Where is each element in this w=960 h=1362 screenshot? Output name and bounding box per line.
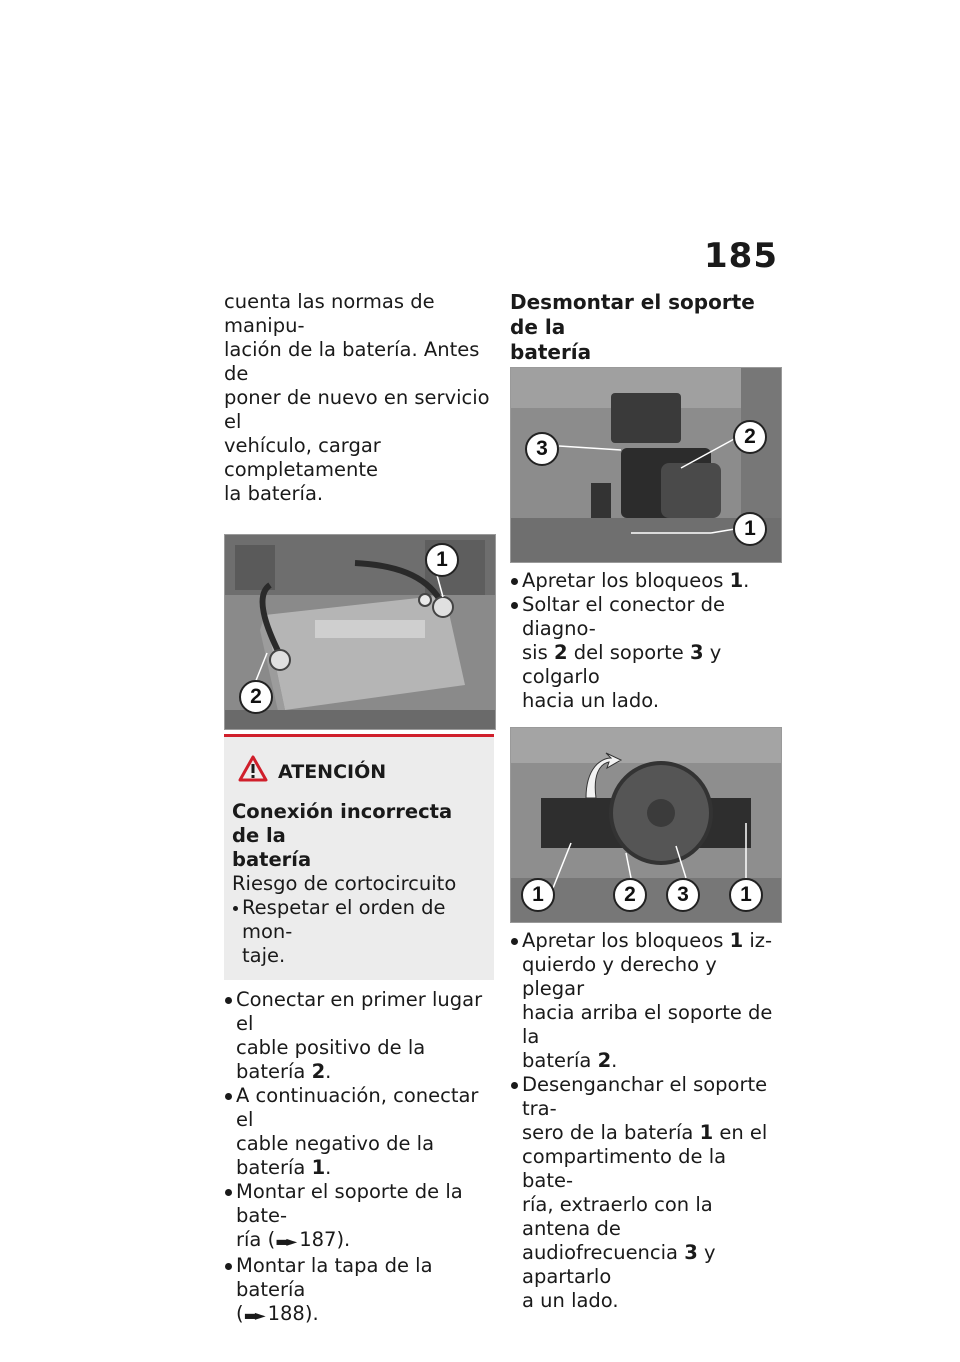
text-line: Conectar en primer lugar el (236, 988, 483, 1035)
text-line: compartimento de la bate- (522, 1145, 727, 1192)
page-reference-arrow-icon: ▬► (243, 1308, 264, 1324)
text-line: taje. (242, 944, 286, 967)
text-line: del soporte (573, 641, 684, 664)
list-item (510, 569, 780, 593)
figure-label: 2 (613, 878, 647, 912)
figure-ref: 1 (729, 929, 744, 952)
warning-title: ATENCIÓN (278, 760, 387, 783)
right-column (510, 290, 780, 1313)
step-list (510, 569, 780, 713)
text-line: . (611, 1049, 618, 1072)
text-line: batería (510, 340, 592, 364)
figure-ref: 3 (690, 641, 704, 664)
text-line: ría, extraerlo con la antena de (522, 1193, 713, 1240)
figure-label: 3 (666, 878, 700, 912)
list-item (232, 896, 486, 968)
warning-risk: Riesgo de cortocircuito (232, 872, 457, 895)
text-line: ). (304, 1302, 319, 1325)
text-line: la batería. (224, 482, 324, 505)
page-reference-arrow-icon: ▬► (275, 1234, 296, 1250)
figure-ref: 2 (553, 641, 568, 664)
text-line: sis (522, 641, 548, 664)
warning-bullet-list (232, 896, 486, 968)
list-item (510, 1073, 780, 1313)
figure-label: 1 (733, 512, 767, 546)
step-list (510, 929, 780, 1313)
text-line: hacia arriba el soporte de la (522, 1001, 773, 1048)
text-line: Montar el soporte de la bate- (236, 1180, 463, 1227)
text-line: quierdo y derecho y plegar (522, 953, 717, 1000)
text-line: y colgarlo (522, 641, 722, 688)
text-line: Desenganchar el soporte tra- (522, 1073, 768, 1120)
battery-terminals-photo (224, 534, 496, 730)
text-line: lación de la batería. Antes de (224, 338, 480, 385)
figure-label: 1 (425, 543, 459, 577)
list-item (224, 1254, 494, 1328)
page-ref-link[interactable]: 187 (299, 1228, 337, 1251)
figure-label: 1 (521, 878, 555, 912)
figure-label: 2 (733, 420, 767, 454)
text-line: en el (719, 1121, 768, 1144)
intro-paragraph (224, 290, 494, 506)
text-line: Apretar los bloqueos (522, 929, 724, 952)
page-number: 185 (704, 236, 778, 276)
figure-ref: 2 (597, 1049, 612, 1072)
figure-ref: 1 (729, 569, 744, 592)
text-line: iz- (749, 929, 773, 952)
figure-ref: 2 (311, 1060, 326, 1083)
text-line: poner de nuevo en servicio el (224, 386, 490, 433)
left-column (224, 290, 494, 1328)
figure-ref: 1 (311, 1156, 326, 1179)
text-line: cable negativo de la batería (236, 1132, 435, 1179)
text-line: hacia un lado. (522, 689, 660, 712)
text-line: cuenta las normas de manipu- (224, 290, 435, 337)
text-line: Respetar el orden de mon- (242, 896, 446, 943)
text-line: Conexión incorrecta de la (232, 800, 453, 847)
figure-label: 1 (729, 878, 763, 912)
text-line: ( (236, 1302, 244, 1325)
battery-holder-photo (510, 727, 782, 923)
list-item (224, 988, 494, 1084)
figure-label: 3 (525, 432, 559, 466)
text-line: audiofrecuencia (522, 1241, 679, 1264)
page-ref-link[interactable]: 188 (267, 1302, 305, 1325)
text-line: batería (522, 1049, 592, 1072)
text-line: ría ( (236, 1228, 276, 1251)
text-line: ). (336, 1228, 351, 1251)
text-line: Apretar los bloqueos (522, 569, 724, 592)
text-line: Desmontar el soporte de la (510, 290, 755, 339)
list-item (224, 1180, 494, 1254)
text-line: . (325, 1156, 332, 1179)
diagnosis-connector-photo (510, 367, 782, 563)
warning-box (224, 734, 494, 980)
text-line: a un lado. (522, 1289, 619, 1312)
text-line: . (743, 569, 750, 592)
text-line: Montar la tapa de la batería (236, 1254, 433, 1301)
figure-ref: 3 (684, 1241, 698, 1264)
text-line: Soltar el conector de diagno- (522, 593, 726, 640)
step-list (224, 988, 494, 1328)
list-item (510, 929, 780, 1073)
text-line: sero de la batería (522, 1121, 694, 1144)
figure-ref: 1 (699, 1121, 714, 1144)
text-line: y apartarlo (522, 1241, 716, 1288)
warning-header (238, 755, 486, 788)
list-item (224, 1084, 494, 1180)
figure-label: 2 (239, 680, 273, 714)
text-line: cable positivo de la batería (236, 1036, 426, 1083)
text-line: batería (232, 848, 312, 871)
text-line: vehículo, cargar completamente (224, 434, 381, 481)
list-item (510, 593, 780, 713)
warning-triangle-icon (238, 755, 268, 788)
warning-subtitle (232, 800, 486, 872)
text-line: A continuación, conectar el (236, 1084, 479, 1131)
section-heading (510, 290, 780, 365)
text-line: . (325, 1060, 332, 1083)
